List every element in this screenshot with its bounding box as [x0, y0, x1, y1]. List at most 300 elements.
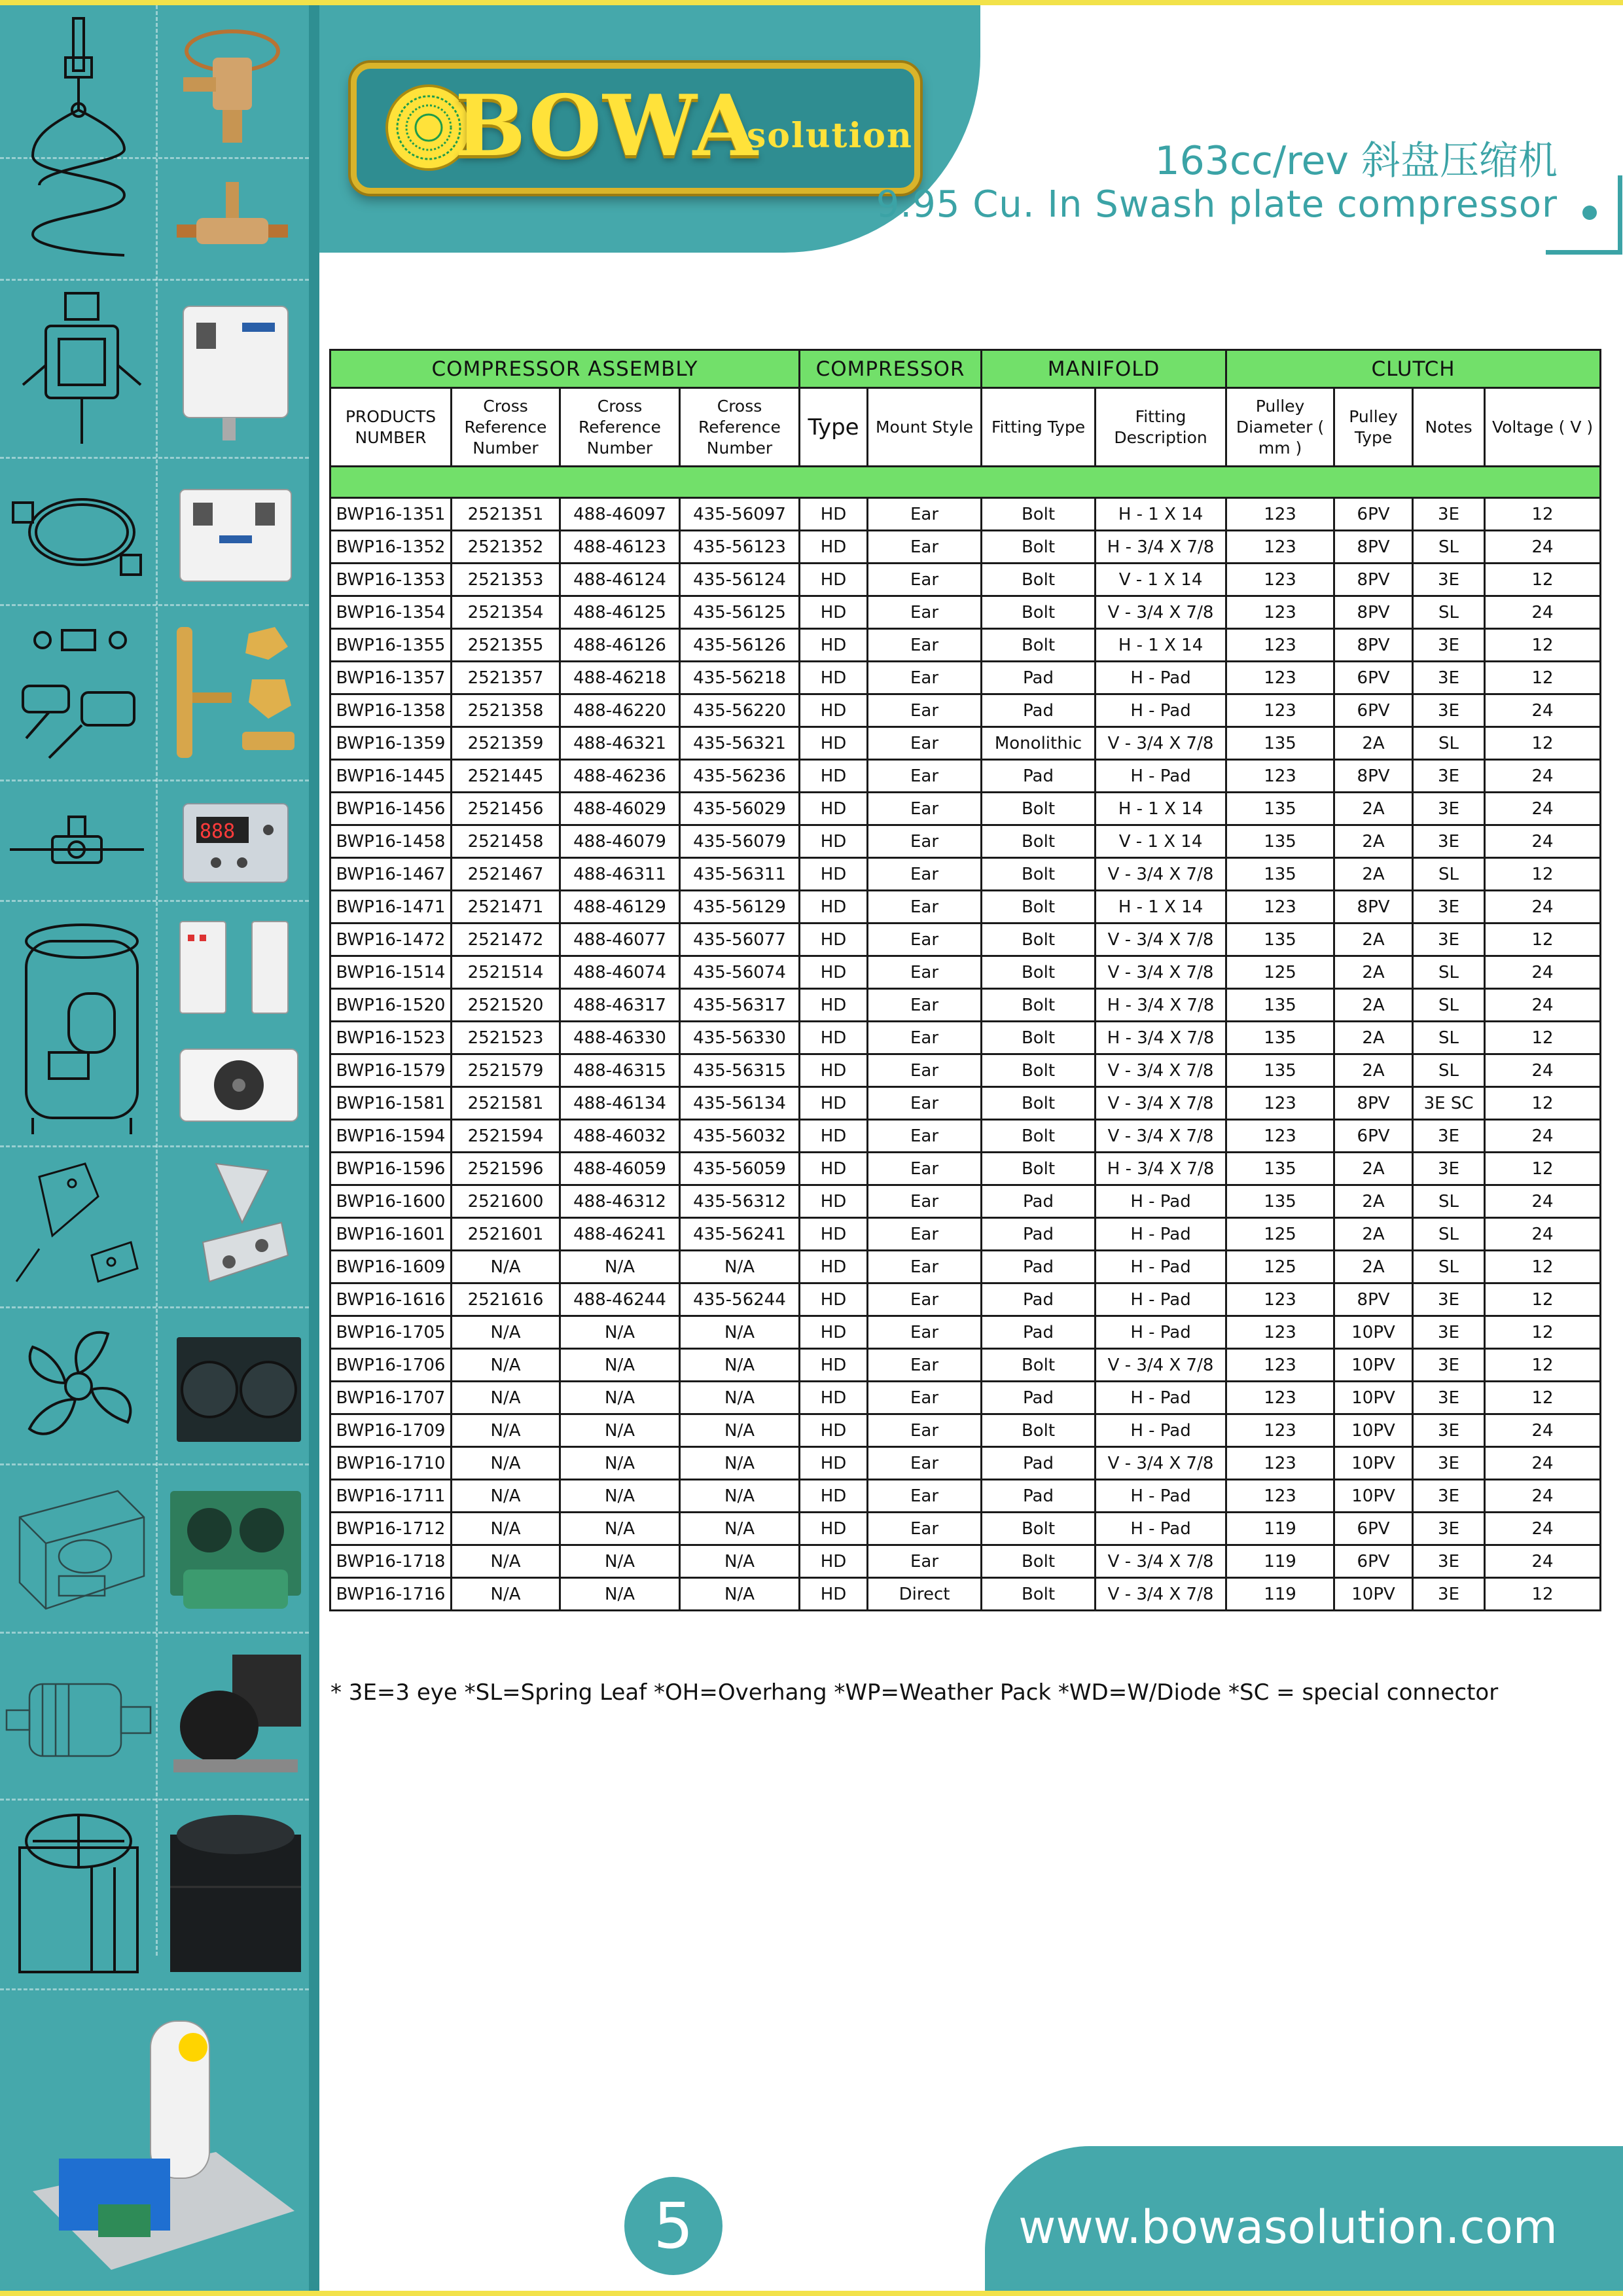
table-cell: 6PV — [1334, 498, 1413, 531]
table-cell: 488-46317 — [560, 989, 680, 1022]
table-cell: 435-56311 — [680, 858, 800, 891]
table-cell: Ear — [868, 531, 982, 564]
table-cell: 123 — [1226, 1120, 1334, 1153]
table-row — [330, 1382, 1601, 1414]
table-row — [330, 1349, 1601, 1382]
table-cell: H - 1 X 14 — [1096, 498, 1226, 531]
table-cell: H - Pad — [1096, 1513, 1226, 1545]
table-cell: Pad — [982, 1283, 1096, 1316]
table-cell: 2521616 — [452, 1283, 560, 1316]
table-cell: 435-56097 — [680, 498, 800, 531]
table-row — [330, 1022, 1601, 1054]
table-cell: HD — [800, 531, 868, 564]
table-cell: H - 1 X 14 — [1096, 891, 1226, 924]
table-cell: 488-46244 — [560, 1283, 680, 1316]
protector-modules-photo-icon — [173, 915, 304, 1020]
table-cell: BWP16-1445 — [330, 760, 452, 793]
table-cell: 435-56074 — [680, 956, 800, 989]
table-cell: Bolt — [982, 629, 1096, 662]
table-cell: 488-46134 — [560, 1087, 680, 1120]
fittings-line-drawing-icon — [10, 620, 147, 768]
table-cell: Ear — [868, 1480, 982, 1513]
gallery-row-divider — [0, 1799, 309, 1801]
table-cell: 123 — [1226, 498, 1334, 531]
table-cell: 3E — [1413, 1283, 1485, 1316]
table-cell: 435-56123 — [680, 531, 800, 564]
table-cell: 488-46125 — [560, 596, 680, 629]
table-cell: 123 — [1226, 1480, 1334, 1513]
gallery-row-divider — [0, 900, 309, 902]
table-cell: 3E — [1413, 1316, 1485, 1349]
table-cell: 435-56241 — [680, 1218, 800, 1251]
outdoor-unit-photo-icon — [164, 1808, 308, 1979]
table-cell: BWP16-1472 — [330, 924, 452, 956]
table-cell: Bolt — [982, 891, 1096, 924]
top-accent-line — [0, 0, 1623, 5]
table-cell: H - Pad — [1096, 1251, 1226, 1283]
table-cell: H - 3/4 X 7/8 — [1096, 1022, 1226, 1054]
table-cell: HD — [800, 1382, 868, 1414]
table-cell: 119 — [1226, 1513, 1334, 1545]
table-cell: Ear — [868, 498, 982, 531]
table-cell: V - 1 X 14 — [1096, 825, 1226, 858]
table-cell: 10PV — [1334, 1578, 1413, 1611]
table-cell: V - 3/4 X 7/8 — [1096, 1578, 1226, 1611]
table-cell: Pad — [982, 1382, 1096, 1414]
table-cell: H - Pad — [1096, 1316, 1226, 1349]
table-cell: HD — [800, 596, 868, 629]
table-cell: HD — [800, 1447, 868, 1480]
table-cell: H - 1 X 14 — [1096, 793, 1226, 825]
table-cell: V - 3/4 X 7/8 — [1096, 858, 1226, 891]
page-title-english: 9.95 Cu. In Swash plate compressor — [876, 183, 1558, 226]
table-row — [330, 760, 1601, 793]
table-row — [330, 694, 1601, 727]
table-cell: 12 — [1485, 498, 1601, 531]
table-cell: 2521355 — [452, 629, 560, 662]
table-cell: 10PV — [1334, 1316, 1413, 1349]
table-cell: 488-46129 — [560, 891, 680, 924]
table-cell: N/A — [560, 1316, 680, 1349]
table-cell: Ear — [868, 1185, 982, 1218]
table-cell: N/A — [560, 1382, 680, 1414]
table-cell: BWP16-1523 — [330, 1022, 452, 1054]
table-cell: 488-46079 — [560, 825, 680, 858]
table-cell: N/A — [680, 1513, 800, 1545]
table-cell: 488-46236 — [560, 760, 680, 793]
table-row — [330, 1251, 1601, 1283]
table-cell: 10PV — [1334, 1349, 1413, 1382]
table-row — [330, 825, 1601, 858]
table-cell: Bolt — [982, 596, 1096, 629]
table-cell: Bolt — [982, 793, 1096, 825]
table-cell: 2A — [1334, 1251, 1413, 1283]
table-cell: 12 — [1485, 1153, 1601, 1185]
gallery-column-divider — [156, 5, 158, 1956]
table-cell: 24 — [1485, 956, 1601, 989]
table-cell: Pad — [982, 1316, 1096, 1349]
table-cell: N/A — [452, 1316, 560, 1349]
hinge-line-drawing-icon — [13, 1157, 144, 1295]
sidebar-divider — [309, 5, 319, 2291]
table-cell: BWP16-1456 — [330, 793, 452, 825]
table-cell: 488-46218 — [560, 662, 680, 694]
table-cell: V - 3/4 X 7/8 — [1096, 1087, 1226, 1120]
table-cell: BWP16-1710 — [330, 1447, 452, 1480]
table-cell: H - 1 X 14 — [1096, 629, 1226, 662]
table-cell: Pad — [982, 694, 1096, 727]
table-cell: 488-46074 — [560, 956, 680, 989]
table-cell: Ear — [868, 727, 982, 760]
table-cell: 3E — [1413, 1153, 1485, 1185]
table-cell: 125 — [1226, 956, 1334, 989]
table-cell: V - 3/4 X 7/8 — [1096, 956, 1226, 989]
table-cell: N/A — [680, 1349, 800, 1382]
table-group-header-row — [330, 350, 1601, 388]
table-cell: 12 — [1485, 924, 1601, 956]
table-row — [330, 1480, 1601, 1513]
table-cell: Ear — [868, 1251, 982, 1283]
table-cell: Ear — [868, 596, 982, 629]
table-cell: BWP16-1711 — [330, 1480, 452, 1513]
table-cell: N/A — [560, 1349, 680, 1382]
table-cell: BWP16-1351 — [330, 498, 452, 531]
table-cell: 2A — [1334, 858, 1413, 891]
outdoor-unit-line-drawing-icon — [7, 1808, 147, 1979]
table-cell: 435-56317 — [680, 989, 800, 1022]
table-cell: N/A — [680, 1251, 800, 1283]
table-cell: 135 — [1226, 793, 1334, 825]
hinge-photo-icon — [177, 1157, 301, 1295]
table-cell: 435-56134 — [680, 1087, 800, 1120]
table-cell: Direct — [868, 1578, 982, 1611]
table-cell: 24 — [1485, 989, 1601, 1022]
table-row — [330, 1087, 1601, 1120]
table-cell: 125 — [1226, 1251, 1334, 1283]
table-cell: 2521471 — [452, 891, 560, 924]
table-cell: BWP16-1358 — [330, 694, 452, 727]
table-cell: H - Pad — [1096, 1283, 1226, 1316]
solenoid-valve-line-drawing-icon — [20, 287, 144, 450]
column-header-cell: Type — [800, 388, 868, 467]
table-cell: 10PV — [1334, 1480, 1413, 1513]
table-cell: SL — [1413, 989, 1485, 1022]
table-row — [330, 531, 1601, 564]
solenoid-valve-photo-icon — [177, 169, 288, 267]
table-cell: 435-56244 — [680, 1283, 800, 1316]
table-cell: V - 3/4 X 7/8 — [1096, 596, 1226, 629]
table-cell: BWP16-1706 — [330, 1349, 452, 1382]
table-cell: 6PV — [1334, 694, 1413, 727]
table-cell: BWP16-1707 — [330, 1382, 452, 1414]
table-cell: HD — [800, 1480, 868, 1513]
table-cell: HD — [800, 662, 868, 694]
table-row — [330, 1316, 1601, 1349]
table-cell: Bolt — [982, 498, 1096, 531]
gallery-row-divider — [0, 457, 309, 459]
table-cell: SL — [1413, 1218, 1485, 1251]
table-cell: Bolt — [982, 1120, 1096, 1153]
table-cell: 3E — [1413, 564, 1485, 596]
table-cell: 2521472 — [452, 924, 560, 956]
table-cell: 2521354 — [452, 596, 560, 629]
table-cell: 12 — [1485, 727, 1601, 760]
fan-blade-line-drawing-icon — [10, 1318, 147, 1455]
table-cell: N/A — [680, 1480, 800, 1513]
table-cell: 488-46315 — [560, 1054, 680, 1087]
table-cell: 2521581 — [452, 1087, 560, 1120]
table-row — [330, 662, 1601, 694]
table-cell: 3E — [1413, 629, 1485, 662]
table-cell: Pad — [982, 1218, 1096, 1251]
table-cell: SL — [1413, 1251, 1485, 1283]
table-cell: 3E SC — [1413, 1087, 1485, 1120]
refrigeration-skid-photo-icon — [20, 1995, 301, 2283]
table-cell: 3E — [1413, 1382, 1485, 1414]
table-cell: 2521601 — [452, 1218, 560, 1251]
table-cell: 12 — [1485, 1382, 1601, 1414]
table-cell: HD — [800, 1545, 868, 1578]
table-cell: 24 — [1485, 891, 1601, 924]
table-cell: HD — [800, 1349, 868, 1382]
table-cell: HD — [800, 1218, 868, 1251]
table-cell: Ear — [868, 1545, 982, 1578]
table-row — [330, 1283, 1601, 1316]
table-cell: N/A — [680, 1414, 800, 1447]
table-cell: 123 — [1226, 1447, 1334, 1480]
table-cell: 435-56321 — [680, 727, 800, 760]
table-cell: BWP16-1716 — [330, 1578, 452, 1611]
table-cell: 123 — [1226, 531, 1334, 564]
table-cell: Bolt — [982, 924, 1096, 956]
gallery-row-divider — [0, 604, 309, 606]
table-cell: Pad — [982, 1480, 1096, 1513]
table-cell: BWP16-1709 — [330, 1414, 452, 1447]
table-cell: Bolt — [982, 1545, 1096, 1578]
table-cell: 2A — [1334, 1153, 1413, 1185]
gallery-row-divider — [0, 1632, 309, 1634]
table-cell: V - 3/4 X 7/8 — [1096, 1120, 1226, 1153]
table-cell: N/A — [680, 1382, 800, 1414]
table-cell: Bolt — [982, 1087, 1096, 1120]
table-cell: 10PV — [1334, 1447, 1413, 1480]
table-cell: H - Pad — [1096, 1382, 1226, 1414]
column-header-cell: Fitting Type — [982, 388, 1096, 467]
table-cell: 6PV — [1334, 1120, 1413, 1153]
table-cell: 2521579 — [452, 1054, 560, 1087]
table-row — [330, 989, 1601, 1022]
table-cell: 2521353 — [452, 564, 560, 596]
table-cell: 123 — [1226, 1087, 1334, 1120]
column-header-cell: Pulley Diameter ( mm ) — [1226, 388, 1334, 467]
table-cell: N/A — [560, 1578, 680, 1611]
table-cell: Bolt — [982, 1022, 1096, 1054]
table-cell: HD — [800, 989, 868, 1022]
table-cell: 8PV — [1334, 891, 1413, 924]
table-cell: HD — [800, 956, 868, 989]
table-cell: 2521514 — [452, 956, 560, 989]
evaporator-unit-photo-icon — [173, 1039, 304, 1131]
table-cell: 435-56077 — [680, 924, 800, 956]
table-cell: Ear — [868, 1414, 982, 1447]
table-cell: Bolt — [982, 564, 1096, 596]
table-row — [330, 858, 1601, 891]
table-cell: Pad — [982, 760, 1096, 793]
gallery-row-divider — [0, 279, 309, 281]
table-cell: 488-46220 — [560, 694, 680, 727]
table-cell: HD — [800, 1283, 868, 1316]
table-cell: 24 — [1485, 825, 1601, 858]
table-cell: 119 — [1226, 1578, 1334, 1611]
table-cell: H - 3/4 X 7/8 — [1096, 989, 1226, 1022]
sight-glass-line-drawing-icon — [7, 810, 147, 882]
table-cell: Ear — [868, 989, 982, 1022]
condensing-unit-photo-icon — [164, 1478, 308, 1622]
table-cell: 12 — [1485, 1251, 1601, 1283]
table-cell: HD — [800, 1185, 868, 1218]
table-cell: V - 3/4 X 7/8 — [1096, 1545, 1226, 1578]
table-cell: 8PV — [1334, 1283, 1413, 1316]
table-cell: 123 — [1226, 1414, 1334, 1447]
table-cell: 24 — [1485, 1120, 1601, 1153]
table-cell: 135 — [1226, 727, 1334, 760]
table-cell: 435-56059 — [680, 1153, 800, 1185]
table-cell: HD — [800, 891, 868, 924]
table-cell: 2521358 — [452, 694, 560, 727]
table-cell: 435-56312 — [680, 1185, 800, 1218]
table-cell: 24 — [1485, 1414, 1601, 1447]
table-cell: 24 — [1485, 1447, 1601, 1480]
table-cell: BWP16-1353 — [330, 564, 452, 596]
table-cell: HD — [800, 1578, 868, 1611]
table-cell: N/A — [680, 1447, 800, 1480]
table-cell: 123 — [1226, 1349, 1334, 1382]
table-cell: Bolt — [982, 858, 1096, 891]
table-cell: 488-46097 — [560, 498, 680, 531]
table-cell: BWP16-1471 — [330, 891, 452, 924]
table-cell: 2521600 — [452, 1185, 560, 1218]
abbreviation-footnote: * 3E=3 eye *SL=Spring Leaf *OH=Overhang *WP=Weather Pack *WD=W/Diode *SC = special connector — [330, 1679, 1499, 1706]
table-cell: 3E — [1413, 1513, 1485, 1545]
table-cell: HD — [800, 1414, 868, 1447]
brass-fittings-photo-icon — [170, 620, 301, 771]
brand-logo — [351, 63, 920, 194]
table-cell: HD — [800, 1153, 868, 1185]
table-cell: V - 3/4 X 7/8 — [1096, 1447, 1226, 1480]
table-cell: BWP16-1705 — [330, 1316, 452, 1349]
table-cell: 12 — [1485, 1087, 1601, 1120]
title-corner-ornament — [1546, 175, 1622, 255]
table-header-spacer-row — [330, 467, 1601, 498]
table-cell: 3E — [1413, 694, 1485, 727]
table-cell: SL — [1413, 531, 1485, 564]
table-cell: Ear — [868, 858, 982, 891]
table-row — [330, 564, 1601, 596]
table-cell: 8PV — [1334, 629, 1413, 662]
table-cell: 123 — [1226, 760, 1334, 793]
condenser-coil-photo-icon — [173, 1331, 304, 1448]
table-cell: 123 — [1226, 1316, 1334, 1349]
table-cell: Ear — [868, 1382, 982, 1414]
table-cell: 2521458 — [452, 825, 560, 858]
table-cell: N/A — [560, 1447, 680, 1480]
table-cell: 24 — [1485, 1545, 1601, 1578]
table-cell: Bolt — [982, 1153, 1096, 1185]
table-row — [330, 1185, 1601, 1218]
table-cell: 8PV — [1334, 596, 1413, 629]
table-cell: Bolt — [982, 1578, 1096, 1611]
table-cell: 8PV — [1334, 760, 1413, 793]
table-cell: 2521445 — [452, 760, 560, 793]
group-header-cell: CLUTCH — [1226, 350, 1601, 388]
table-cell: 123 — [1226, 662, 1334, 694]
table-cell: 3E — [1413, 1120, 1485, 1153]
table-cell: 123 — [1226, 694, 1334, 727]
table-cell: 135 — [1226, 1153, 1334, 1185]
table-cell: HD — [800, 694, 868, 727]
table-cell: 2A — [1334, 793, 1413, 825]
table-cell: 3E — [1413, 1447, 1485, 1480]
table-cell: 2A — [1334, 1185, 1413, 1218]
table-cell: 12 — [1485, 858, 1601, 891]
table-cell: Ear — [868, 1153, 982, 1185]
table-row — [330, 1578, 1601, 1611]
table-cell: H - 3/4 X 7/8 — [1096, 531, 1226, 564]
table-cell: HD — [800, 858, 868, 891]
table-cell: H - Pad — [1096, 694, 1226, 727]
table-cell: Bolt — [982, 1414, 1096, 1447]
table-cell: 488-46077 — [560, 924, 680, 956]
table-cell: 10PV — [1334, 1382, 1413, 1414]
gallery-row-divider — [0, 1145, 309, 1147]
table-cell: Pad — [982, 1185, 1096, 1218]
svg-text:888: 888 — [200, 820, 236, 843]
table-cell: 24 — [1485, 531, 1601, 564]
table-row — [330, 1120, 1601, 1153]
table-cell: BWP16-1601 — [330, 1218, 452, 1251]
table-row — [330, 1447, 1601, 1480]
table-cell: N/A — [452, 1480, 560, 1513]
table-cell: 3E — [1413, 1578, 1485, 1611]
table-cell: Ear — [868, 956, 982, 989]
table-cell: H - Pad — [1096, 760, 1226, 793]
table-row — [330, 793, 1601, 825]
table-cell: 24 — [1485, 1054, 1601, 1087]
dual-pressure-switch-photo-icon — [173, 476, 298, 594]
table-cell: 8PV — [1334, 531, 1413, 564]
product-gallery-sidebar — [0, 5, 319, 2291]
table-cell: BWP16-1579 — [330, 1054, 452, 1087]
column-header-cell: Cross Reference Number — [680, 388, 800, 467]
table-cell: H - Pad — [1096, 1185, 1226, 1218]
table-cell: 2A — [1334, 989, 1413, 1022]
table-cell: N/A — [560, 1545, 680, 1578]
table-cell: 2A — [1334, 727, 1413, 760]
table-cell: 435-56029 — [680, 793, 800, 825]
table-cell: Bolt — [982, 825, 1096, 858]
table-cell: 135 — [1226, 1022, 1334, 1054]
table-cell: N/A — [452, 1447, 560, 1480]
table-row — [330, 1153, 1601, 1185]
table-cell: 3E — [1413, 1545, 1485, 1578]
table-cell: Ear — [868, 760, 982, 793]
temperature-controller-photo-icon — [177, 797, 294, 889]
table-column-header-row — [330, 388, 1601, 467]
table-cell: 12 — [1485, 1283, 1601, 1316]
table-cell: 2521520 — [452, 989, 560, 1022]
table-cell: 135 — [1226, 825, 1334, 858]
table-cell: Ear — [868, 924, 982, 956]
